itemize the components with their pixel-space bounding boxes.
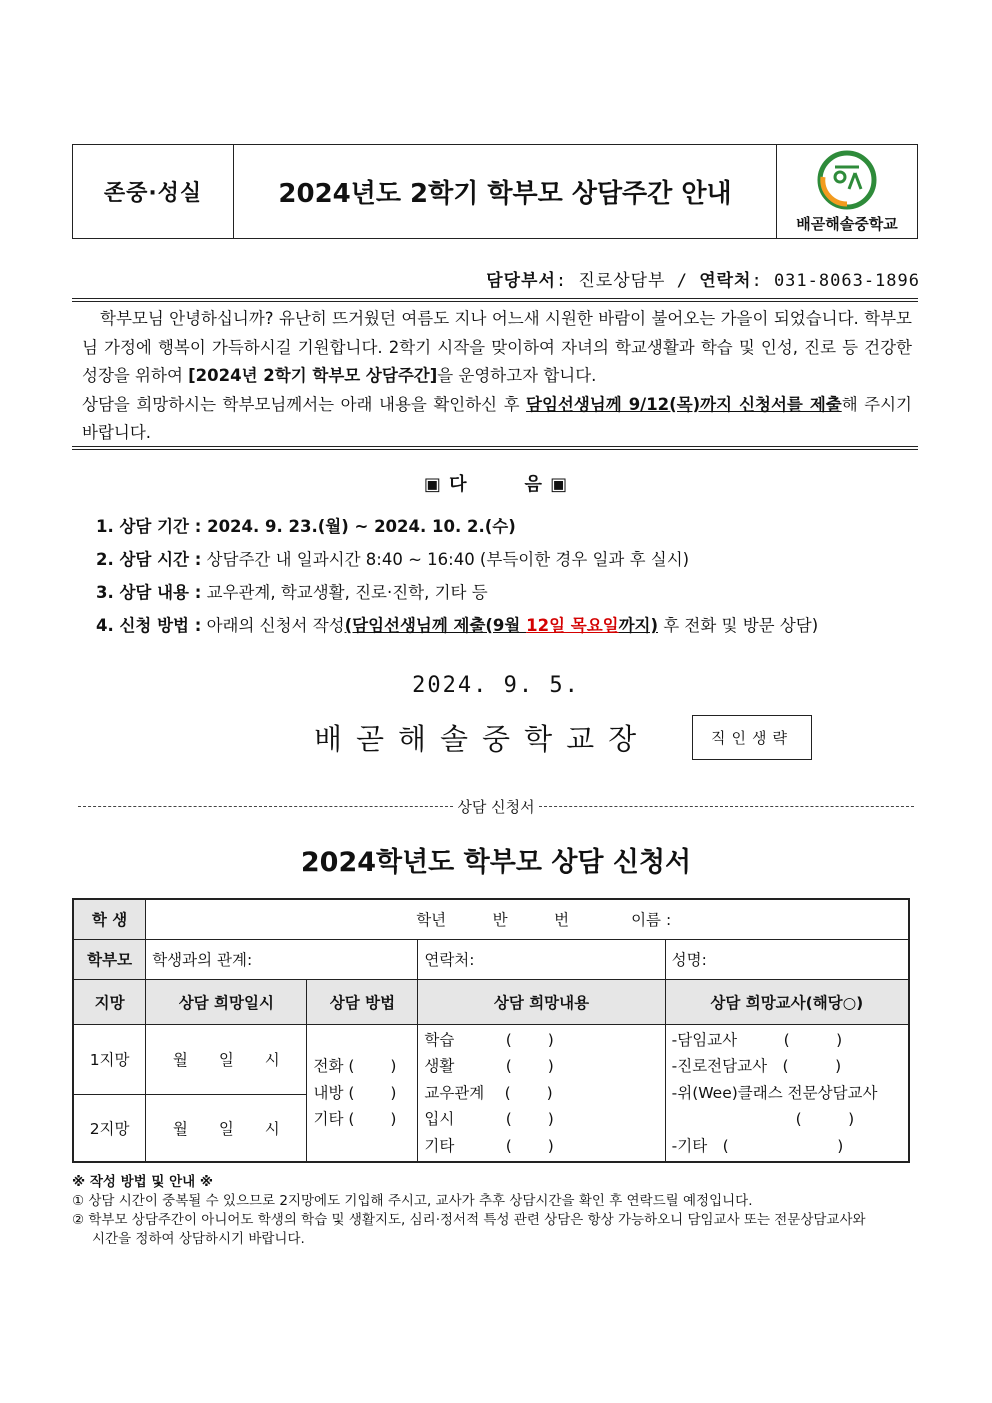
school-motto: 존중·성실 [73,145,234,238]
section-heading: ▣ 다 음 ▣ [423,474,569,495]
content-options[interactable]: 학습 ( ) 생활 ( ) 교우관계 ( ) 입시 ( ) 기타 ( ) [418,1024,665,1162]
cut-line-label: 상담 신청서 [457,798,535,816]
contact-line [486,266,920,291]
dept-label: 담당부서 [486,271,556,291]
choice-2-label: 2지망 [73,1094,146,1162]
issue-date: 2024. 9. 5. [412,673,580,698]
phone-value: : 031-8063-1896 [751,271,920,291]
info-item-period: 1. 상담 기간 : 2024. 9. 23.(월) ~ 2024. 10. 2.(수) [96,517,516,536]
choice-2-datetime[interactable]: 월 일 시 [146,1094,307,1162]
intro-p2-bold: 담임선생님께 9/12(목)까지 신청서를 제출 [526,394,842,414]
info-item-method: 4. 신청 방법 : 아래의 신청서 작성(담임선생님께 제출(9월 12일 목요일까지) 후 전화 및 방문 상담) [96,616,819,635]
col-method: 상담 방법 [307,979,418,1024]
col-date: 상담 희망일시 [146,979,307,1024]
phone-label: 연락처 [699,271,752,291]
intro-p2-end: 해 주시기 바랍니다. [82,394,912,442]
note-2: ② 학부모 상담주간이 아니어도 학생의 학습 및 생활지도, 심리·정서적 특성 관련 상담은 항상 가능하오니 담임교사 또는 전문상담교사와 [72,1212,866,1228]
choice-1-label: 1지망 [73,1024,146,1094]
intro-p1: 학부모님 안녕하십니까? 유난히 뜨거웠던 여름도 지나 어느새 시원한 바람이 불어오는 가을이 되었습니다. 학부모님 가정에 행복이 가득하시길 기원합니다. 2학기 시작을 맞이하여 자녀의 학교생활과 학습 및 인성, 진로 등 건강한 성장을 위하여 [82,309,912,385]
parent-label: 학부모 [73,939,146,979]
application-table [72,898,910,1163]
header-box [72,144,918,239]
col-choice: 지망 [73,979,146,1024]
intro-p1-bold: [2024년 2학기 학부모 상담주간] [188,366,438,385]
method-options[interactable]: 전화 ( ) 내방 ( ) 기타 ( ) [307,1024,418,1162]
phone-field[interactable]: 연락처: [418,939,665,979]
school-logo-name: 배곧해솔중학교 [796,215,898,233]
info-item-time: 2. 상담 시간 : 상담주간 내 일과시간 8:40 ~ 16:40 (부득이한 경우 일과 후 실시) [96,550,690,569]
intro-text [82,305,912,448]
col-teacher: 상담 희망교사(해당○) [665,979,909,1024]
choice-1-datetime[interactable]: 월 일 시 [146,1024,307,1094]
seal-omitted-box: 직인생략 [692,715,812,760]
cut-line [78,796,914,817]
parent-name-field[interactable]: 성명: [665,939,909,979]
intro-p2: 상담을 희망하시는 학부모님께서는 아래 내용을 확인하신 후 [82,394,527,414]
dept-value: : 진로상담부 / [555,271,700,291]
divider-bottom [72,446,918,450]
school-logo [777,145,917,238]
teacher-options[interactable]: -담임교사 ( ) -진로전담교사 ( ) -위(Wee)클래스 전문상담교사 ( ) -기타 ( ) [665,1024,909,1162]
relation-field[interactable]: 학생과의 관계: [146,939,418,979]
student-label: 학 생 [73,899,146,939]
divider-top [72,298,918,302]
principal-name: 배곧해솔중학교장 [314,722,651,756]
note-2-cont: 시간을 정하여 상담하시기 바랍니다. [92,1231,305,1247]
school-logo-icon [815,149,879,211]
col-content: 상담 희망내용 [418,979,665,1024]
note-1: ① 상담 시간이 중복될 수 있으므로 2지망에도 기입해 주시고, 교사가 추후 상담시간을 확인 후 연락드릴 예정입니다. [72,1193,753,1209]
page-title: 2024년도 2학기 학부모 상담주간 안내 [234,145,777,238]
notes-title: ※ 작성 방법 및 안내 ※ [72,1174,214,1190]
info-item-content: 3. 상담 내용 : 교우관계, 학교생활, 진로·진학, 기타 등 [96,583,488,602]
notes [72,1173,927,1249]
form-title: 2024학년도 학부모 상담 신청서 [300,847,692,878]
intro-p1-end: 을 운영하고자 합니다. [437,366,597,385]
info-list [96,510,818,642]
student-fields[interactable]: 학년 반 번 이름 : [146,899,909,939]
